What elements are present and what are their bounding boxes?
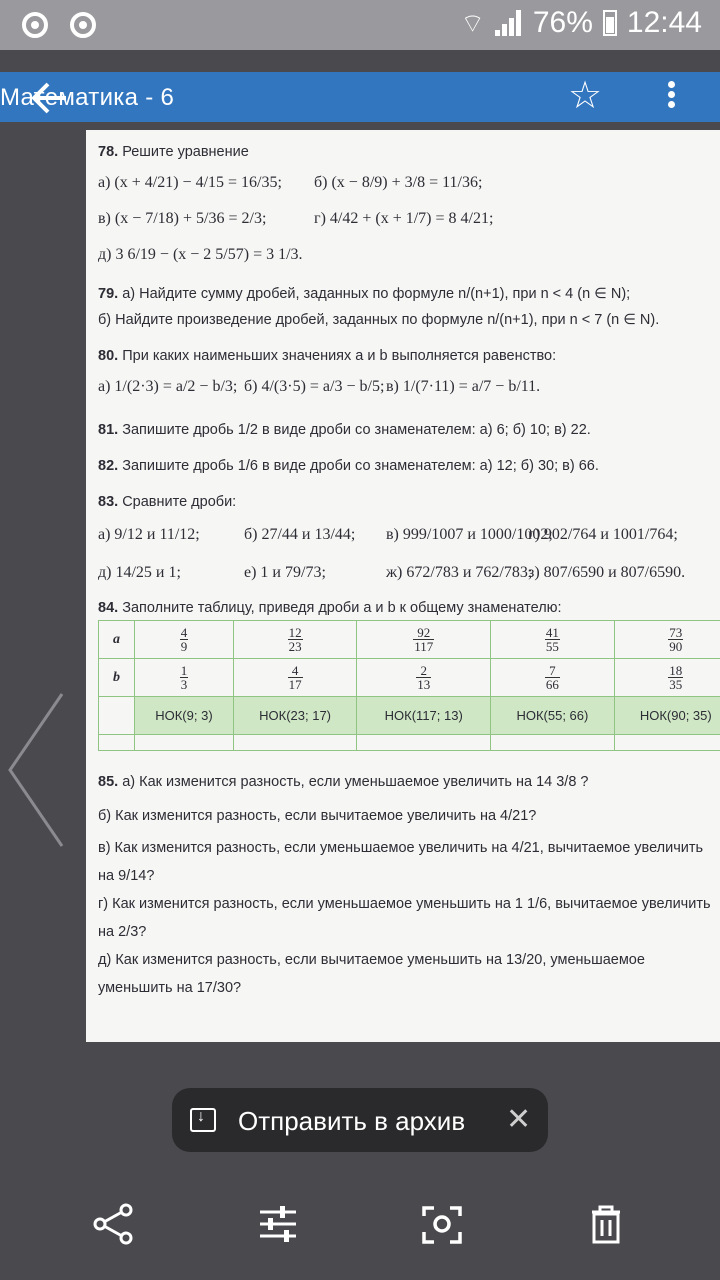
task-85-v2: на 9/14? — [98, 868, 155, 884]
task-80-header: 80. При каких наименьших значениях a и b выполняется равенство: — [98, 348, 557, 364]
task-79-a: 79. а) Найдите сумму дробей, заданных по формуле n/(n+1), при n < 4 (n ∈ N); — [98, 286, 631, 302]
label-b: b — [99, 659, 135, 697]
eq-78-g: г) 4/42 + (x + 1/7) = 8 4/21; — [314, 210, 494, 227]
status-right — [460, 6, 702, 40]
eq-83-a: а) 9/12 и 11/12; — [98, 526, 200, 543]
eq-80-v: в) 1/(7·11) = a/7 − b/11. — [386, 378, 541, 395]
document-page — [86, 130, 720, 1042]
eq-83-d: д) 14/25 и 1; — [98, 564, 181, 581]
task-85-b: б) Как изменится разность, если вычитаемое увеличить на 4/21? — [98, 808, 537, 824]
task-79-b: б) Найдите произведение дробей, заданных по формуле n/(n+1), при n < 7 (n ∈ N). — [98, 312, 660, 328]
task-78-header: 78. Решите уравнение — [98, 144, 249, 160]
task-82: 82. Запишите дробь 1/6 в виде дроби со знаменателем: а) 12; б) 30; в) 66. — [98, 458, 599, 474]
eq-80-a: а) 1/(2·3) = a/2 − b/3; — [98, 378, 238, 395]
cell-a-2: $\frac{92}{117}$ — [357, 621, 491, 659]
eq-83-e: е) 1 и 79/73; — [244, 564, 326, 581]
star-icon[interactable]: ☆ — [568, 75, 603, 117]
task-84-header: 84. Заполните таблицу, приведя дроби a и b к общему знаменателю: — [98, 600, 562, 616]
bottom-action-bar — [0, 1180, 720, 1280]
cell-b-4: $\frac{18}{35}$ — [614, 659, 720, 697]
eq-78-d: д) 3 6/19 − (x − 2 5/57) = 3 1/3. — [98, 246, 303, 263]
cell-b-0: $\frac{1}{3}$ — [135, 659, 234, 697]
task-85-v1: в) Как изменится разность, если уменьшаемое увеличить на 4/21, вычитаемое увеличить — [98, 840, 704, 856]
nok-3: НОК(55; 66) — [491, 697, 614, 735]
arrow-back-icon[interactable] — [30, 80, 70, 116]
task-85-a: 85. а) Как изменится разность, если уменьшаемое увеличить на 14 3/8 ? — [98, 774, 589, 790]
eq-78-a: а) (x + 4/21) − 4/15 = 16/35; — [98, 174, 282, 191]
status-bar — [0, 0, 720, 50]
share-icon[interactable] — [92, 1202, 136, 1246]
task-85-g1: г) Как изменится разность, если уменьшаемое уменьшить на 1 1/6, вычитаемое увеличить — [98, 896, 711, 912]
clock: 12:44 — [626, 6, 702, 39]
row-b — [99, 659, 720, 697]
nok-1: НОК(23; 17) — [233, 697, 356, 735]
app-bar — [0, 72, 720, 122]
nok-0: НОК(9; 3) — [135, 697, 234, 735]
eq-78-v: в) (x − 7/18) + 5/36 = 2/3; — [98, 210, 267, 227]
task-85-d2: уменьшить на 17/30? — [98, 980, 242, 996]
eq-83-b: б) 27/44 и 13/44; — [244, 526, 356, 543]
chrome-notification-icon — [22, 12, 48, 38]
label-empty — [99, 697, 135, 735]
battery-icon — [603, 10, 617, 36]
wifi-icon: ⌔ — [460, 7, 485, 38]
task-85-g2: на 2/3? — [98, 924, 147, 940]
eq-83-v: в) 999/1007 и 1000/1002; — [386, 526, 553, 543]
row-blank — [99, 735, 720, 751]
chrome-notification-icon-2 — [70, 12, 96, 38]
nok-4: НОК(90; 35) — [614, 697, 720, 735]
cell-a-1: $\frac{12}{23}$ — [233, 621, 356, 659]
app-title: Математика - 6 — [0, 84, 175, 111]
delete-icon[interactable] — [584, 1202, 628, 1246]
cell-b-3: $\frac{7}{66}$ — [491, 659, 614, 697]
archive-snackbar[interactable] — [172, 1088, 548, 1152]
snackbar-text[interactable]: Отправить в архив — [238, 1106, 466, 1136]
eq-83-g: г) 902/764 и 1001/764; — [528, 526, 678, 543]
nok-2: НОК(117; 13) — [357, 697, 491, 735]
task-83-header: 83. Сравните дроби: — [98, 494, 237, 510]
tune-icon[interactable] — [256, 1202, 300, 1246]
archive-icon — [190, 1108, 216, 1132]
eq-83-z: з) 807/6590 и 807/6590. — [528, 564, 686, 581]
more-vert-icon[interactable] — [664, 78, 678, 118]
row-nok — [99, 697, 720, 735]
cell-a-0: $\frac{4}{9}$ — [135, 621, 234, 659]
close-icon[interactable]: ✕ — [506, 1103, 532, 1136]
cell-a-3: $\frac{41}{55}$ — [491, 621, 614, 659]
task-84-table — [98, 620, 720, 751]
lens-icon[interactable] — [420, 1202, 464, 1246]
cell-b-1: $\frac{4}{17}$ — [233, 659, 356, 697]
battery-percent: 76% — [532, 6, 593, 39]
signal-icon — [495, 10, 523, 36]
cell-b-2: $\frac{2}{13}$ — [357, 659, 491, 697]
eq-83-zh: ж) 672/783 и 762/783; — [386, 564, 533, 581]
row-a — [99, 621, 720, 659]
task-81: 81. Запишите дробь 1/2 в виде дроби со знаменателем: а) 6; б) 10; в) 22. — [98, 422, 591, 438]
eq-78-b: б) (x − 8/9) + 3/8 = 11/36; — [314, 174, 483, 191]
cell-a-4: $\frac{73}{90}$ — [614, 621, 720, 659]
eq-80-b: б) 4/(3·5) = a/3 − b/5; — [244, 378, 385, 395]
label-a: a — [99, 621, 135, 659]
task-85-d1: д) Как изменится разность, если вычитаемое уменьшить на 13/20, уменьшаемое — [98, 952, 645, 968]
chevron-left-icon[interactable] — [4, 690, 68, 850]
